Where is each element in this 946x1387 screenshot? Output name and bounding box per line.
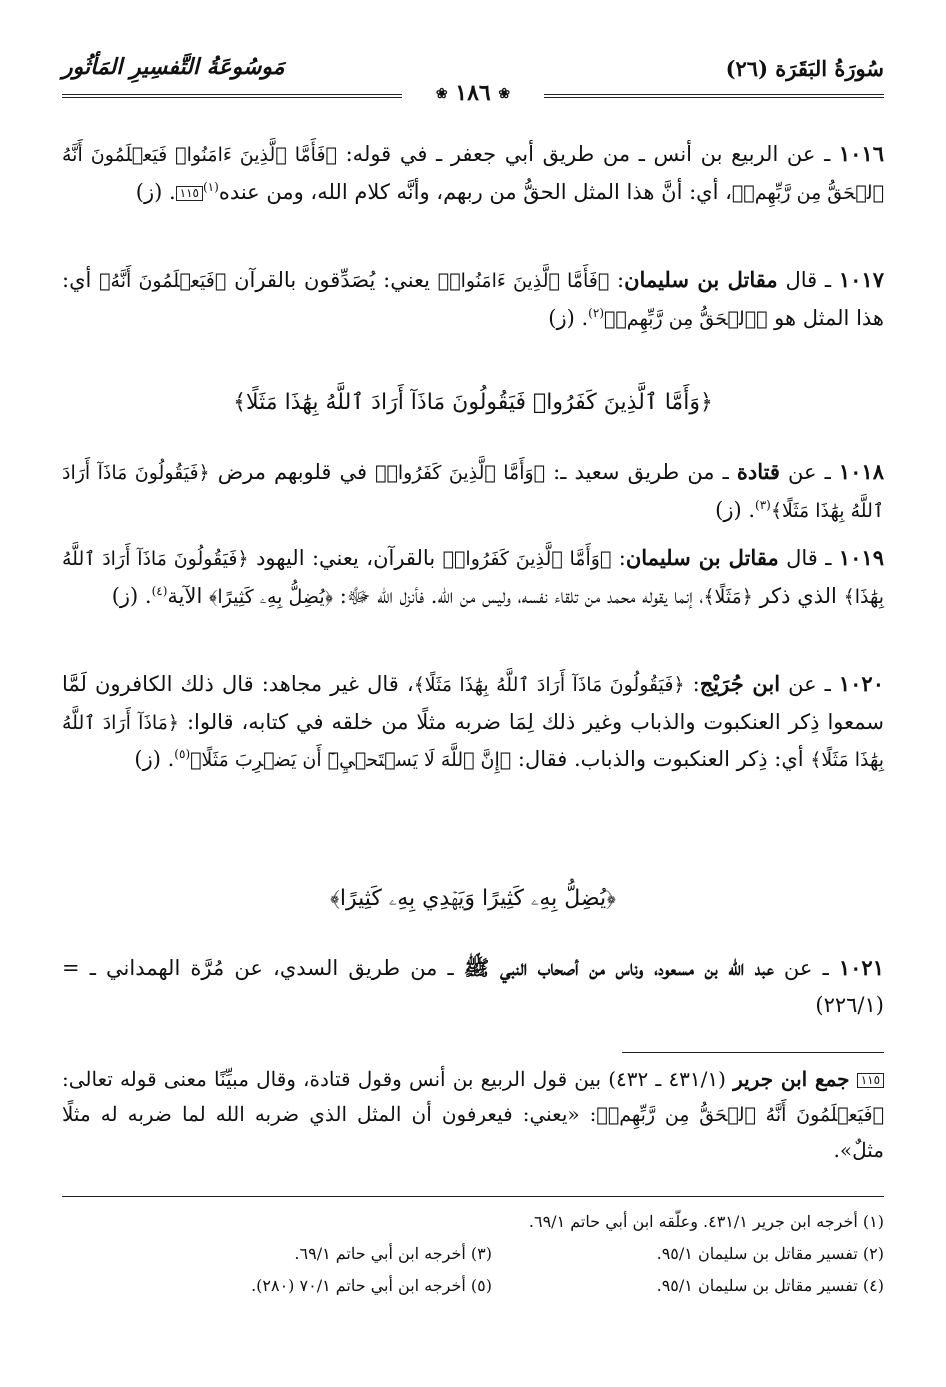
footnote-ref: (١)	[202, 179, 219, 194]
entry-text: أي: ذِكر العنكبوت والذباب. فقال:	[511, 747, 811, 771]
commentary-separator	[622, 1052, 884, 1053]
entry-1021	[62, 950, 884, 1023]
narrator-name: عبد الله بن مسعود، وناس من أصحاب النبي ﷺ	[463, 955, 774, 980]
entry-1019	[62, 540, 884, 615]
quran-quote: ﴿فَيَقُولُونَ مَاذَآ أَرَادَ ٱللَّهُ بِهَٰذَا مَثَلًا﴾	[62, 462, 884, 522]
quran-quote: ﴿فَيَعۡلَمُونَ أَنَّهُ ٱلۡحَقُّ مِن رَّبِّهِمۡ﴾	[596, 1104, 884, 1126]
entry-text: . (ز)	[548, 305, 589, 330]
quran-quote: ﴿إِنَّ ٱللَّهَ لَا يَسۡتَحۡيِۦٓ أَن يَضۡرِبَ مَثَلًا﴾	[190, 749, 512, 771]
entry-text: ـ قال	[777, 268, 839, 292]
entry-text: أي: هذا المثل هو	[62, 268, 884, 330]
surah-title: سُورَةُ البَقَرَة (٢٦)	[725, 56, 884, 81]
commentary-text: : «يعني: فيعرفون أن المثل الذي ضربه الله لما ضربه له مثلًا مثلٌ».	[62, 1102, 884, 1162]
book-title: مَوسُوعَةُ التَّفسِيرِ المَأثُور	[62, 54, 285, 80]
entry-text: ـ عن الربيع بن أنس ـ من طريق أبي جعفر ـ في قوله:	[336, 142, 839, 166]
page	[62, 50, 884, 1350]
footnote-ref: (٥)	[174, 747, 191, 761]
quran-quote: ﴿فَيَعۡلَمُونَ أَنَّهُ﴾	[99, 270, 227, 292]
ornament-icon: ❀	[435, 86, 448, 102]
entry-number: ١٠١٧	[838, 267, 884, 292]
narrator-name: ابن جُرَيْج	[699, 671, 781, 696]
entry-text: . (ز)	[135, 179, 176, 204]
footnote-3: (٣) أخرجه ابن أبي حاتم ٦٩/١.	[294, 1244, 492, 1263]
narrator-name: مقاتل بن سليمان	[624, 267, 778, 292]
entry-text: ـ عن	[773, 956, 839, 980]
footnote-1: (١) أخرجه ابن جرير ٤٣١/١. وعلّقه ابن أبي حاتم ٦٩/١.	[528, 1212, 884, 1231]
quran-quote: ﴿ٱلۡحَقُّ مِن رَّبِّهِمۡ﴾	[604, 307, 768, 330]
commentary-author: جمع ابن جرير	[733, 1067, 850, 1091]
entry-text: ـ من طريق السدي، عن مُرَّة الهمداني ـ = (٢٢٦/١)	[62, 956, 884, 1017]
entry-text: ، أي: أنَّ هذا المثل الحقُّ من ربهم، وأنَّه كلام الله، ومن عنده	[218, 179, 732, 204]
quran-quote: ﴿فَأَمَّا ٱلَّذِينَ ءَامَنُوا۟﴾	[437, 270, 610, 292]
entry-number: ١٠١٦	[838, 141, 884, 166]
entry-1020	[62, 666, 884, 779]
entry-text: . (ز)	[715, 497, 756, 522]
running-header	[62, 50, 884, 106]
entry-text: بالقرآن، يعني: اليهود	[248, 546, 443, 570]
entry-number: ١٠٢١	[838, 955, 884, 980]
entry-text: ـ عن	[780, 672, 839, 696]
quran-quote: ﴿وَأَمَّا ٱلَّذِينَ كَفَرُوا۟﴾	[442, 548, 612, 570]
page-number-text: ١٨٦	[455, 80, 491, 106]
quran-quote: ﴿فَأَمَّا ٱلَّذِينَ ءَامَنُوا۟ فَيَعۡلَمُونَ أَنَّهُ ٱلۡحَقُّ مِن رَّبِّهِمۡ﴾	[62, 144, 884, 204]
page-number	[402, 80, 544, 106]
quran-quote: ﴿فَيَقُولُونَ مَاذَآ أَرَادَ ٱللَّهُ بِهَٰذَا مَثَلًا﴾	[413, 674, 685, 696]
entry-text: . (ز)	[134, 747, 175, 771]
entry-text: :	[611, 546, 626, 570]
quran-quote: ﴿يُضِلُّ بِهِۦ كَثِيرًا﴾	[209, 585, 334, 608]
entry-1017	[62, 262, 884, 337]
entry-text: الآية	[167, 583, 209, 608]
footnote-2: (٢) تفسير مقاتل بن سليمان ٩٥/١.	[656, 1244, 884, 1263]
header-rule-right	[544, 94, 884, 98]
quran-quote: ﴿مَاذَآ أَرَادَ ٱللَّهُ بِهَٰذَا مَثَلًا﴾	[62, 711, 884, 771]
footnote-4: (٤) تفسير مقاتل بن سليمان ٩٥/١.	[656, 1276, 884, 1295]
footnote-5: (٥) أخرجه ابن أبي حاتم ٧٠/١ (٢٨٠).	[251, 1276, 492, 1295]
entry-text: يعني: يُصَدِّقون بالقرآن	[226, 268, 438, 292]
commentary-text: (٤٣١/١ ـ ٤٣٢) بين قول الربيع بن أنس وقول قتادة، وقال مبيِّنًا معنى قوله تعالى:	[62, 1067, 734, 1091]
entry-text: الذي ذكر	[752, 583, 844, 608]
ornament-icon: ❀	[498, 86, 511, 102]
verse-heading: ﴿يُضِلُّ بِهِۦ كَثِيرًا وَيَهۡدِي بِهِۦ كَثِيرًا﴾	[330, 886, 616, 911]
footnote-row-1	[62, 1206, 884, 1237]
quran-quote: ﴿فَيَقُولُونَ مَاذَآ أَرَادَ ٱللَّهُ بِهَٰذَا﴾	[62, 548, 884, 608]
footnote-ref: (٤)	[151, 583, 168, 598]
footnote-row-3	[62, 1270, 884, 1301]
entry-1016	[62, 136, 884, 211]
verse-heading: ﴿وَأَمَّا ٱلَّذِينَ كَفَرُوا۟ فَيَقُولُونَ مَاذَآ أَرَادَ ٱللَّهُ بِهَٰذَا مَثَلًا﴾	[233, 390, 713, 415]
commentary-note	[62, 1062, 884, 1168]
entry-1018	[62, 454, 884, 529]
entry-text: :	[684, 672, 700, 696]
commentary-ref-box: ١١٥	[176, 186, 203, 201]
header-rule-left	[62, 94, 402, 98]
entry-text: ـ قال	[778, 546, 839, 570]
entry-number: ١٠٢٠	[838, 671, 884, 696]
entry-text: :	[609, 268, 625, 292]
entry-number: ١٠١٩	[838, 545, 884, 570]
entry-text: ، إنما يقوله محمد من تلقاء نفسه، وليس من الله. فأنزل الله ﷻ:	[333, 583, 704, 608]
footnotes-separator	[62, 1196, 884, 1197]
entry-text: ـ من طريق سعيد ـ:	[545, 460, 737, 484]
quran-quote: ﴿وَأَمَّا ٱلَّذِينَ كَفَرُوا۟﴾	[375, 462, 546, 484]
quran-quote: ﴿مَثَلًا﴾	[703, 585, 753, 608]
entry-text: ، قال غير مجاهد: قال ذلك الكافرون لَمَّا سمعوا ذِكر العنكبوت والذباب وغير ذلك لِمَا ضربه مثلًا من خلقه في كتابه، قالوا:	[62, 672, 884, 734]
entry-text: . (ز)	[111, 583, 152, 608]
narrator-name: مقاتل بن سليمان	[625, 545, 779, 570]
narrator-name: قتادة	[736, 459, 780, 484]
commentary-number-box: ١١٥	[857, 1073, 884, 1088]
entry-text: ـ عن	[779, 460, 839, 484]
entry-text: في قلوبهم مرض	[209, 460, 376, 484]
footnote-row-2	[62, 1238, 884, 1269]
footnote-ref: (٢)	[588, 305, 604, 320]
entry-number: ١٠١٨	[838, 459, 884, 484]
footnote-ref: (٣)	[755, 497, 771, 512]
